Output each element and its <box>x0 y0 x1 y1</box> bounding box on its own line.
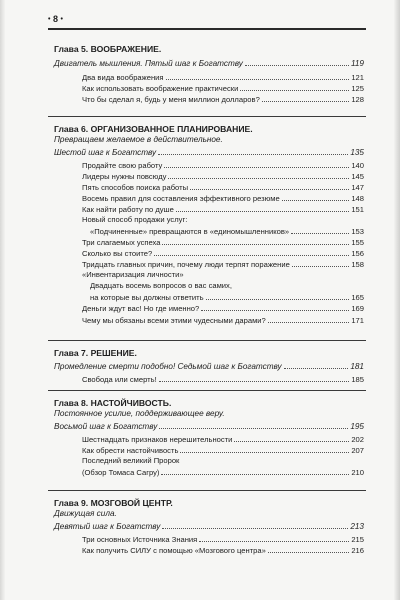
chapter-title: Глава 5. ВООБРАЖЕНИЕ. <box>54 44 162 54</box>
header-rule <box>48 28 366 30</box>
toc-entry: Как использовать воображение практически 125 <box>82 84 364 93</box>
toc-entry: Как найти работу по душе 151 <box>82 205 364 214</box>
toc-entry: Три слагаемых успеха 155 <box>82 238 364 247</box>
toc-entry: Восемь правил для составления эффективного резюме 148 <box>82 194 364 203</box>
toc-entry: Как получить СИЛУ с помощью «Мозгового центра» 216 <box>82 546 364 555</box>
toc-entry: Что бы сделал я, будь у меня миллион долларов? 128 <box>82 95 364 104</box>
toc-entry: Тридцать главных причин, почему люди терпят поражение 158 <box>82 260 364 269</box>
chapter-title: Глава 7. РЕШЕНИЕ. <box>54 348 137 358</box>
chapter-title: Глава 9. МОЗГОВОЙ ЦЕНТР. <box>54 498 173 508</box>
toc-entry: Последний великий Пророк <box>82 456 180 465</box>
page-edge-right <box>394 0 400 600</box>
chapter-subtitle: Движущая сила. <box>54 509 117 518</box>
page-edge-left <box>0 0 5 600</box>
toc-entry: Два вида воображения 121 <box>82 73 364 82</box>
chapter-heading: Девятый шаг к Богатству 213 <box>54 522 364 531</box>
toc-entry: Три основных Источника Знания 215 <box>82 535 364 544</box>
chapter-rule <box>48 340 366 341</box>
toc-entry: Шестнадцать признаков нерешительности 202 <box>82 435 364 444</box>
toc-entry: (Обзор Томаса Сагру) 210 <box>82 468 364 477</box>
chapter-rule <box>48 490 366 491</box>
chapter-subtitle: Постоянное усилие, поддерживающее веру. <box>54 409 225 418</box>
page-number: • 8 • <box>48 14 63 24</box>
chapter-title: Глава 8. НАСТОЙЧИВОСТЬ. <box>54 398 172 408</box>
toc-entry: «Инвентаризация личности» <box>82 270 184 279</box>
toc-entry: Чему мы обязаны всеми этими чудесными дарами? 171 <box>82 316 364 325</box>
toc-entry: Пять способов поиска работы 147 <box>82 183 364 192</box>
chapter-heading: Двигатель мышления. Пятый шаг к Богатству 119 <box>54 59 364 68</box>
chapter-heading: Восьмой шаг к Богатству 195 <box>54 422 364 431</box>
toc-entry: Деньги ждут вас! Но где именно? 169 <box>82 304 364 313</box>
toc-entry: Лидеры нужны повсюду 145 <box>82 172 364 181</box>
chapter-subtitle: Превращаем желаемое в действительное. <box>54 135 223 144</box>
toc-entry: на которые вы должны ответить 165 <box>90 293 364 302</box>
toc-entry: Двадцать восемь вопросов о вас самих, <box>90 281 232 290</box>
chapter-rule <box>48 116 366 117</box>
chapter-heading: Шестой шаг к Богатству 135 <box>54 148 364 157</box>
toc-entry: Сколько вы стоите? 156 <box>82 249 364 258</box>
toc-entry: Продайте свою работу 140 <box>82 161 364 170</box>
chapter-heading: Промедление смерти подобно! Седьмой шаг к Богатству 181 <box>54 362 364 371</box>
toc-entry: Как обрести настойчивость 207 <box>82 446 364 455</box>
chapter-title: Глава 6. ОРГАНИЗОВАННОЕ ПЛАНИРОВАНИЕ. <box>54 124 253 134</box>
page-header <box>48 14 366 26</box>
toc-entry: «Подчиненные» превращаются в «единомышленников» 153 <box>90 227 364 236</box>
chapter-rule <box>48 390 366 391</box>
toc-entry: Свобода или смерть! 185 <box>82 375 364 384</box>
toc-entry: Новый способ продажи услуг: <box>82 215 188 224</box>
